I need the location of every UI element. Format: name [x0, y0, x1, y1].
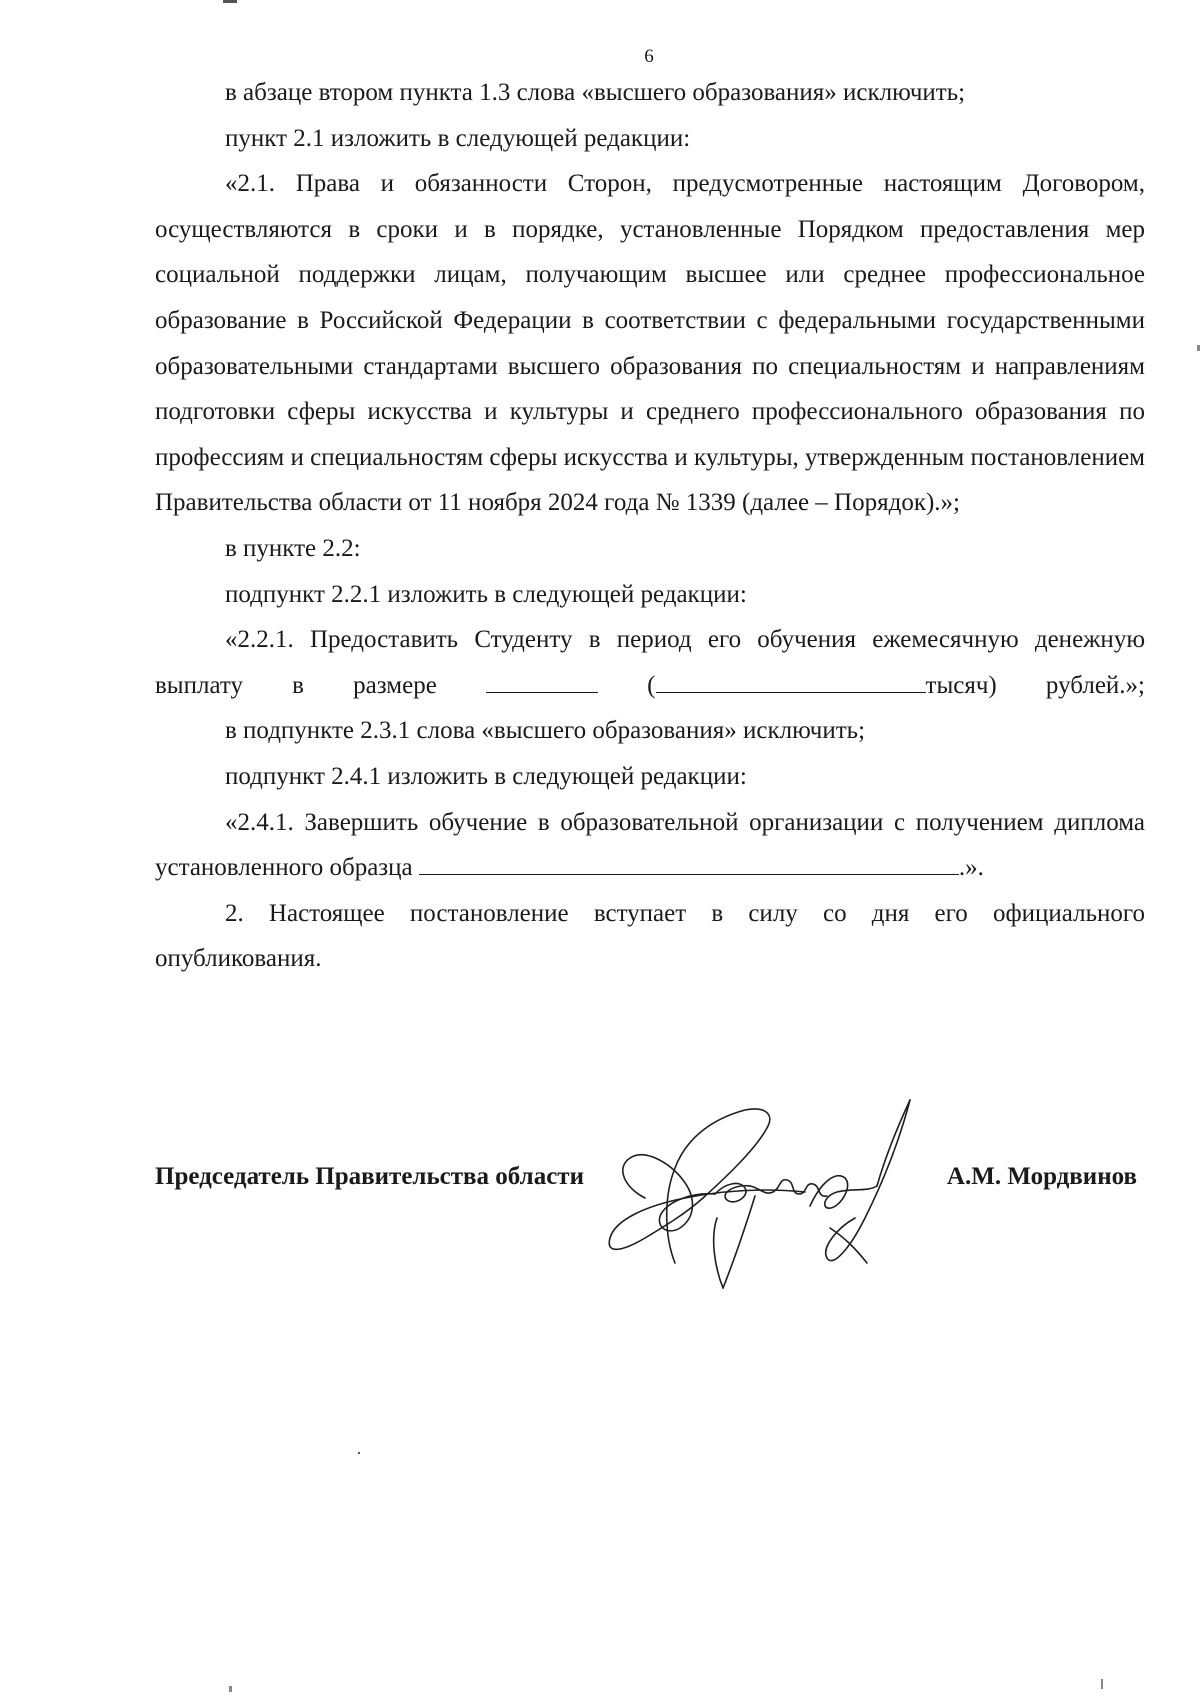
- paragraph-2: пункт 2.1 изложить в следующей редакции:: [225, 124, 691, 152]
- paragraph-9-tail: .».: [958, 854, 984, 882]
- document-body: [155, 70, 1145, 982]
- paragraph-1: в абзаце втором пункта 1.3 слова «высшего образования» исключить;: [225, 79, 966, 106]
- page-number: 6: [644, 46, 654, 67]
- paragraph-6-tail: тысяч) рублей.»;: [925, 671, 1146, 699]
- handwritten-signature-icon: [605, 1088, 945, 1298]
- paragraph-9: [155, 800, 1145, 891]
- amount-in-words-blank-field: [656, 668, 926, 693]
- paragraph-3: «2.1. Права и обязанности Сторон, предусмотренные настоящим Договором, осуществляются в сроки и в порядке, установленные Порядком предоставления мер социальной поддержки лицам, получающим высшее или среднее профессиональное образование в Российской Федерации в соответствии с федеральными государственными образовательными стандартами высшего образования по специальностям и направлениям подготовки сферы искусства и культуры и среднего профессионального образования по профессиям и специальностям сферы искусства и культуры, утвержденным постановлением Правительства области от 11 ноября 2024 года № 1339 (далее – Порядок).»;: [155, 170, 1145, 517]
- paragraph-7: в подпункте 2.3.1 слова «высшего образования» исключить;: [225, 717, 866, 745]
- paragraph-10: 2. Настоящее постановление вступает в силу со дня его официального опубликования.: [155, 899, 1145, 973]
- paragraph-6-open-paren: (: [598, 671, 656, 699]
- paragraph-5: подпункт 2.2.1 изложить в следующей редакции:: [225, 580, 747, 608]
- paragraph-6: [155, 617, 1145, 708]
- paragraph-4: в пункте 2.2:: [225, 534, 361, 562]
- signatory-title: Председатель Правительства области: [155, 1163, 584, 1190]
- diploma-blank-field: [419, 850, 959, 875]
- paragraph-9-text: «2.4.1. Завершить обучение в образовательной организации с получением диплома установленного образца: [155, 808, 1145, 882]
- paragraph-8: подпункт 2.4.1 изложить в следующей редакции:: [225, 762, 747, 790]
- paragraph-6-text: «2.2.1. Предоставить Студенту в период его обучения ежемесячную денежную выплату в размере: [155, 626, 1145, 699]
- amount-blank-field: [486, 668, 598, 693]
- signatory-name: А.М. Мордвинов: [946, 1163, 1137, 1190]
